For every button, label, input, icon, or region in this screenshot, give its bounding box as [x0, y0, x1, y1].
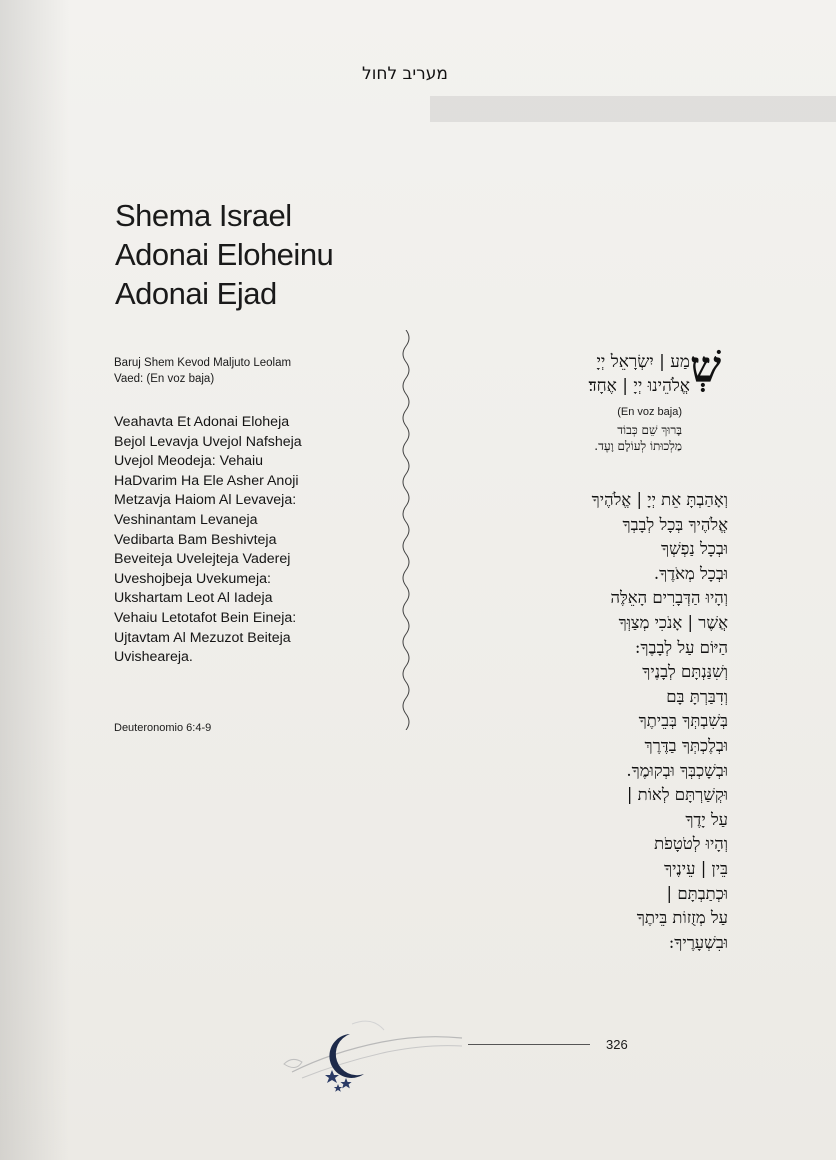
- hebrew-veahavta-line: בְּשִׁבְתְּךָ בְּבֵיתֶךָ: [638, 711, 728, 731]
- hebrew-veahavta-line: עַל מְזֻזוֹת בֵּיתֶךָ: [636, 908, 728, 928]
- hebrew-veahavta-line: וְהָיוּ הַדְּבָרִים הָאֵלֶּה: [610, 588, 728, 608]
- baruj-line: Baruj Shem Kevod Maljuto Leolam: [114, 357, 292, 369]
- veahavta-line: Veahavta Et Adonai Eloheja: [114, 414, 290, 430]
- hebrew-veahavta-line: וּבְשָׁכְבְּךָ וּבְקוּמֶךָ.: [626, 760, 728, 780]
- footer-rule: [468, 1044, 590, 1045]
- veahavta-line: Ujtavtam Al Mezuzot Beiteja: [114, 629, 291, 646]
- wavy-divider-icon: [396, 330, 416, 730]
- hebrew-veahavta-line: וְשִׁנַּנְתָּם לְבָנֶיךָ: [642, 662, 728, 682]
- hebrew-veahavta-line: וּבִשְׁעָרֶיךָ:: [668, 932, 728, 952]
- veahavta-line: Beveiteja Uvelejteja Vaderej: [114, 551, 291, 568]
- hebrew-baruj: [594, 422, 682, 454]
- hebrew-veahavta: [592, 488, 728, 955]
- moon-stars-ornament-icon: [272, 1012, 472, 1092]
- hebrew-shema-line: מַע | יִשְׂרָאֵל יְיָ: [596, 352, 690, 372]
- veahavta-line: Veshinantam Levaneja: [114, 511, 258, 528]
- veahavta-transliteration: [114, 413, 414, 668]
- hebrew-veahavta-line: וּבְלֶכְתְּךָ בַדֶּרֶךְ: [644, 735, 728, 755]
- hebrew-veahavta-line: וּכְתַבְתָּם |: [666, 883, 728, 903]
- page-number: 326: [606, 1037, 628, 1052]
- vaed-line: Vaed: (En voz baja): [114, 373, 215, 385]
- hebrew-veahavta-line: אֱלֹהֶיךָ בְּכָל לְבָבְךָ: [622, 514, 728, 534]
- hebrew-shema-line: אֱלֹהֵינוּ יְיָ | אֶחָד׃: [588, 376, 690, 396]
- shema-title: [115, 196, 415, 313]
- veahavta-line: Uveshojbeja Uvekumeja:: [114, 570, 271, 587]
- veahavta-line: Uvisheareja.: [114, 649, 193, 666]
- en-voz-baja-note: (En voz baja): [617, 406, 682, 418]
- hebrew-veahavta-line: וּבְכָל מְאֹדֶךָ.: [653, 563, 728, 583]
- hebrew-veahavta-line: וְהָיוּ לְטֹטָפֹת: [654, 834, 728, 854]
- hebrew-baruj-line: מַלְכוּתוֹ לְעוֹלָם וָעֶד.: [594, 439, 682, 453]
- hebrew-veahavta-line: עַל יָדֶךָ: [685, 809, 728, 829]
- show-through-bar: [430, 96, 836, 122]
- hebrew-shema: [588, 350, 690, 398]
- veahavta-line: Ukshartam Leot Al Iadeja: [114, 590, 273, 607]
- hebrew-veahavta-line: אֲשֶׁר | אָנֹכִי מְצַוְּךָ: [618, 612, 728, 632]
- hebrew-veahavta-line: וּבְכָל נַפְשְׁךָ: [661, 539, 728, 559]
- veahavta-line: Vedibarta Bam Beshivteja: [114, 531, 277, 548]
- shema-title-line: Adonai Eloheinu: [115, 237, 334, 272]
- hebrew-baruj-line: בָּרוּךְ שֵׁם כְּבוֹד: [617, 423, 682, 437]
- veahavta-line: Uvejol Meodeja: Vehaiu: [114, 453, 264, 470]
- veahavta-line: Bejol Levavja Uvejol Nafsheja: [114, 433, 302, 450]
- hebrew-veahavta-line: וּקְשַׁרְתָּם לְאוֹת |: [626, 785, 728, 805]
- veahavta-line: HaDvarim Ha Ele Asher Anoji: [114, 472, 299, 489]
- veahavta-line: Vehaiu Letotafot Bein Eineja:: [114, 609, 297, 626]
- source-citation: Deuteronomio 6:4-9: [114, 722, 212, 734]
- hebrew-veahavta-line: בֵּין | עֵינֶיךָ: [664, 858, 728, 878]
- shema-title-line: Shema Israel: [115, 198, 292, 233]
- hebrew-veahavta-line: הַיּוֹם עַל לְבָבֶךָ:: [634, 637, 728, 657]
- hebrew-veahavta-line: וְדִבַּרְתָּ בָּם: [666, 686, 728, 706]
- veahavta-line: Metzavja Haiom Al Levaveja:: [114, 492, 297, 509]
- shema-title-line: Adonai Ejad: [115, 276, 277, 311]
- running-header: מעריב לחול: [362, 64, 448, 84]
- hebrew-initial-letter: שְׁ: [690, 342, 722, 393]
- hebrew-veahavta-line: וְאָהַבְתָּ אֵת יְיָ | אֱלֹהֶיךָ: [591, 490, 728, 509]
